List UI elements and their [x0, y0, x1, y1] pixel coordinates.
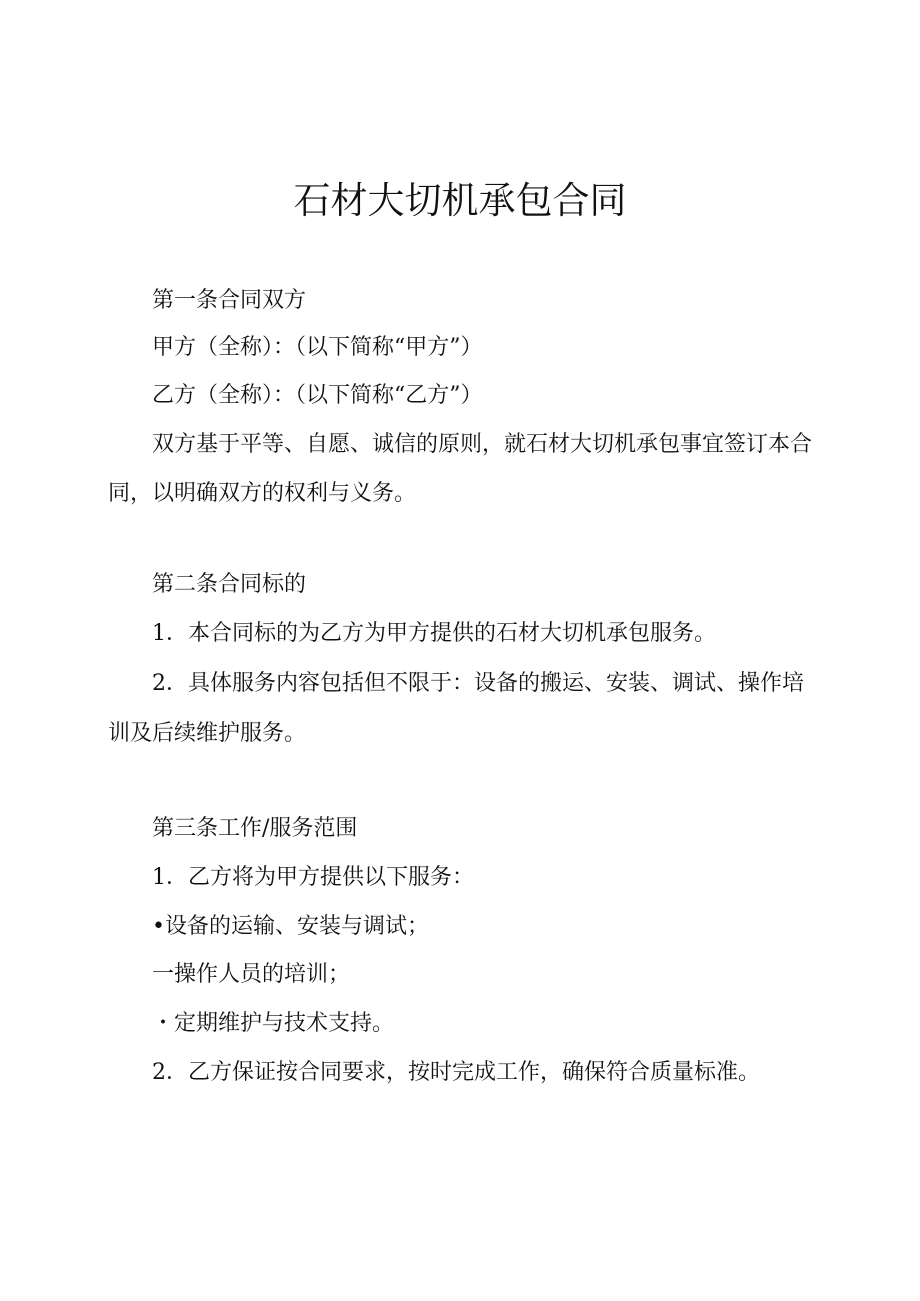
article3-item2: 2．乙方保证按合同要求，按时完成工作，确保符合质量标准。: [152, 1060, 760, 1085]
article1-heading: 第一条合同双方: [152, 288, 307, 313]
article2-heading: 第二条合同标的: [152, 572, 307, 597]
article3-bullet3: ・定期维护与技术支持。: [152, 1011, 395, 1036]
article1-intro-line1: 双方基于平等、自愿、诚信的原则，就石材大切机承包事宜签订本合: [152, 432, 813, 457]
article3-item1: 1．乙方将为甲方提供以下服务：: [152, 865, 474, 890]
party-a-line: 甲方（全称）：（以下简称“甲方”）: [152, 335, 483, 360]
party-b-line: 乙方（全称）：（以下简称“乙方”）: [152, 383, 483, 408]
article2-item2-line1: 2．具体服务内容包括但不限于：设备的搬运、安装、调试、操作培: [152, 671, 804, 696]
article3-heading: 第三条工作/服务范围: [152, 816, 358, 841]
article3-bullet1: •设备的运输、安装与调试；: [152, 914, 429, 939]
document-title: 石材大切机承包合同: [293, 179, 627, 222]
article1-intro-line2: 同，以明确双方的权利与义务。: [108, 481, 417, 506]
article2-item2-line2: 训及后续维护服务。: [108, 721, 307, 746]
article2-item1: 1．本合同标的为乙方为甲方提供的石材大切机承包服务。: [152, 621, 716, 646]
article3-bullet2: 一操作人员的培训；: [152, 962, 351, 987]
